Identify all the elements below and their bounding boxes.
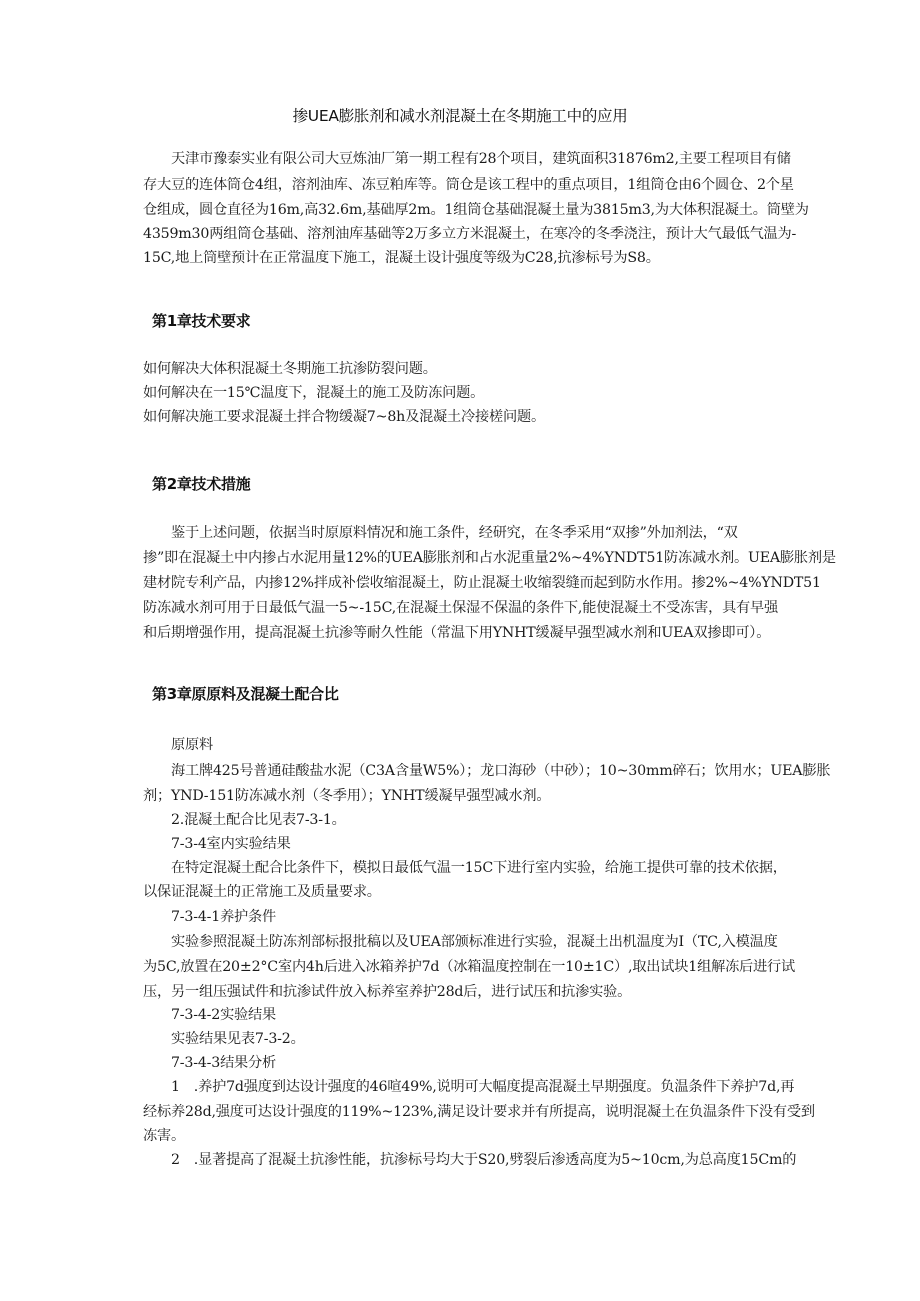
ch3-line: 1 .养护7d强度到达设计强度的46喧49%,说明可大幅度提高混凝土早期强度。负温条件下养护7d,再 bbox=[143, 1079, 795, 1095]
ch3-line: 以保证混凝土的正常施工及质量要求。 bbox=[143, 884, 381, 900]
intro-line bbox=[143, 198, 823, 222]
chapter-1-heading: 第1章技术要求 bbox=[152, 312, 251, 330]
ch3-line: 实验结果见表7-3-2。 bbox=[143, 1031, 305, 1047]
ch2-line: 和后期增强作用，提高混凝土抗渗等耐久性能（常温下用YNHT缓凝早强型减水剂和UEA双掺即可）。 bbox=[143, 625, 771, 641]
ch3-line: 7-3-4-3结果分析 bbox=[143, 1055, 277, 1071]
ch3-line: 2 .显著提高了混凝土抗渗性能，抗渗标号均大于S20,劈裂后渗透高度为5~10cm,为总高度15Cm的 bbox=[143, 1152, 797, 1168]
intro-line bbox=[143, 147, 823, 171]
ch3-line: 2.混凝土配合比见表7-3-1。 bbox=[143, 812, 346, 828]
ch2-line: 建材院专利产品，内掺12%拌成补偿收缩混凝土，防止混凝土收缩裂缝而起到防水作用。掺2%~4%YNDT51 bbox=[143, 575, 821, 591]
intro-line bbox=[143, 222, 823, 246]
ch3-line: 海工牌425号普通硅酸盐水泥（C3A含量W5%）；龙口海砂（中砂）；10~30mm碎石；饮用水；UEA膨胀 bbox=[143, 763, 831, 779]
chapter-3-heading: 第3章原原料及混凝土配合比 bbox=[152, 685, 339, 703]
intro-text: 15C,地上筒壁预计在正常温度下施工，混凝土设计强度等级为C28,抗渗标号为S8。 bbox=[143, 250, 660, 266]
ch1-line: 如何解决大体积混凝土冬期施工抗渗防裂问题。 bbox=[143, 361, 437, 377]
intro-text: 天津市豫泰实业有限公司大豆炼油厂第一期工程有28个项目，建筑面积31876m2,主要工程项目有储 bbox=[171, 151, 791, 167]
ch1-line: 如何解决施工要求混凝土拌合物缓凝7~8h及混凝土冷接槎问题。 bbox=[143, 409, 545, 425]
intro-text: 4359m30两组筒仓基础、溶剂油库基础等2万多立方米混凝土，在寒冷的冬季浇注，预计大气最低气温为- bbox=[143, 226, 797, 242]
intro-text: 仓组成，圆仓直径为16m,高32.6m,基础厚2m。1组筒仓基础混凝土量为3815m3,为大体积混凝土。筒壁为 bbox=[143, 202, 809, 218]
ch3-line: 冻害。 bbox=[143, 1128, 185, 1144]
intro-line bbox=[143, 246, 823, 270]
ch3-line: 经标养28d,强度可达设计强度的119%~123%,满足设计要求并有所提高，说明混凝土在负温条件下没有受到 bbox=[143, 1104, 815, 1120]
chapter-2-heading: 第2章技术措施 bbox=[152, 475, 251, 493]
ch3-line: 在特定混凝土配合比条件下，模拟日最低气温一15C下进行室内实验，给施工提供可靠的技术依据， bbox=[143, 860, 787, 876]
ch1-line: 如何解决在一15℃温度下，混凝土的施工及防冻问题。 bbox=[143, 385, 485, 401]
ch3-line: 剂；YND-151防冻减水剂（冬季用）；YNHT缓凝早强型减水剂。 bbox=[143, 788, 551, 804]
ch3-line: 原原料 bbox=[143, 737, 213, 753]
ch2-line: 掺”即在混凝土中内掺占水泥用量12%的UEA膨胀剂和占水泥重量2%~4%YNDT51防冻减水剂。UEA膨胀剂是 bbox=[143, 550, 836, 566]
intro-text: 存大豆的连体筒仓4组，溶剂油库、冻豆粕库等。筒仓是该工程中的重点项目，1组筒仓由6个圆仓、2个星 bbox=[143, 177, 794, 193]
ch3-line: 7-3-4室内实验结果 bbox=[143, 836, 291, 852]
document-title: 掺UEA膨胀剂和减水剂混凝土在冬期施工中的应用 bbox=[292, 107, 628, 125]
ch2-line: 防冻减水剂可用于日最低气温一5~-15C,在混凝土保湿不保温的条件下,能使混凝土不受冻害，具有早强 bbox=[143, 600, 779, 616]
ch3-line: 压，另一组压强试件和抗渗试件放入标养室养护28d后，进行试压和抗渗实验。 bbox=[143, 984, 632, 1000]
ch3-line: 为5C,放置在20±2°C室内4h后进入冰箱养护7d（冰箱温度控制在一10±1C）,取出试块1组解冻后进行试 bbox=[143, 959, 796, 975]
ch3-line: 7-3-4-1养护条件 bbox=[143, 909, 277, 925]
intro-line bbox=[143, 173, 823, 197]
ch3-line: 7-3-4-2实验结果 bbox=[143, 1007, 277, 1023]
ch3-line: 实验参照混凝土防冻剂部标报批稿以及UEA部颁标准进行实验，混凝土出机温度为I（TC,入模温度 bbox=[143, 934, 778, 950]
ch2-line: 鉴于上述问题，依据当时原原料情况和施工条件，经研究，在冬季采用“双掺”外加剂法，“双 bbox=[143, 525, 738, 541]
